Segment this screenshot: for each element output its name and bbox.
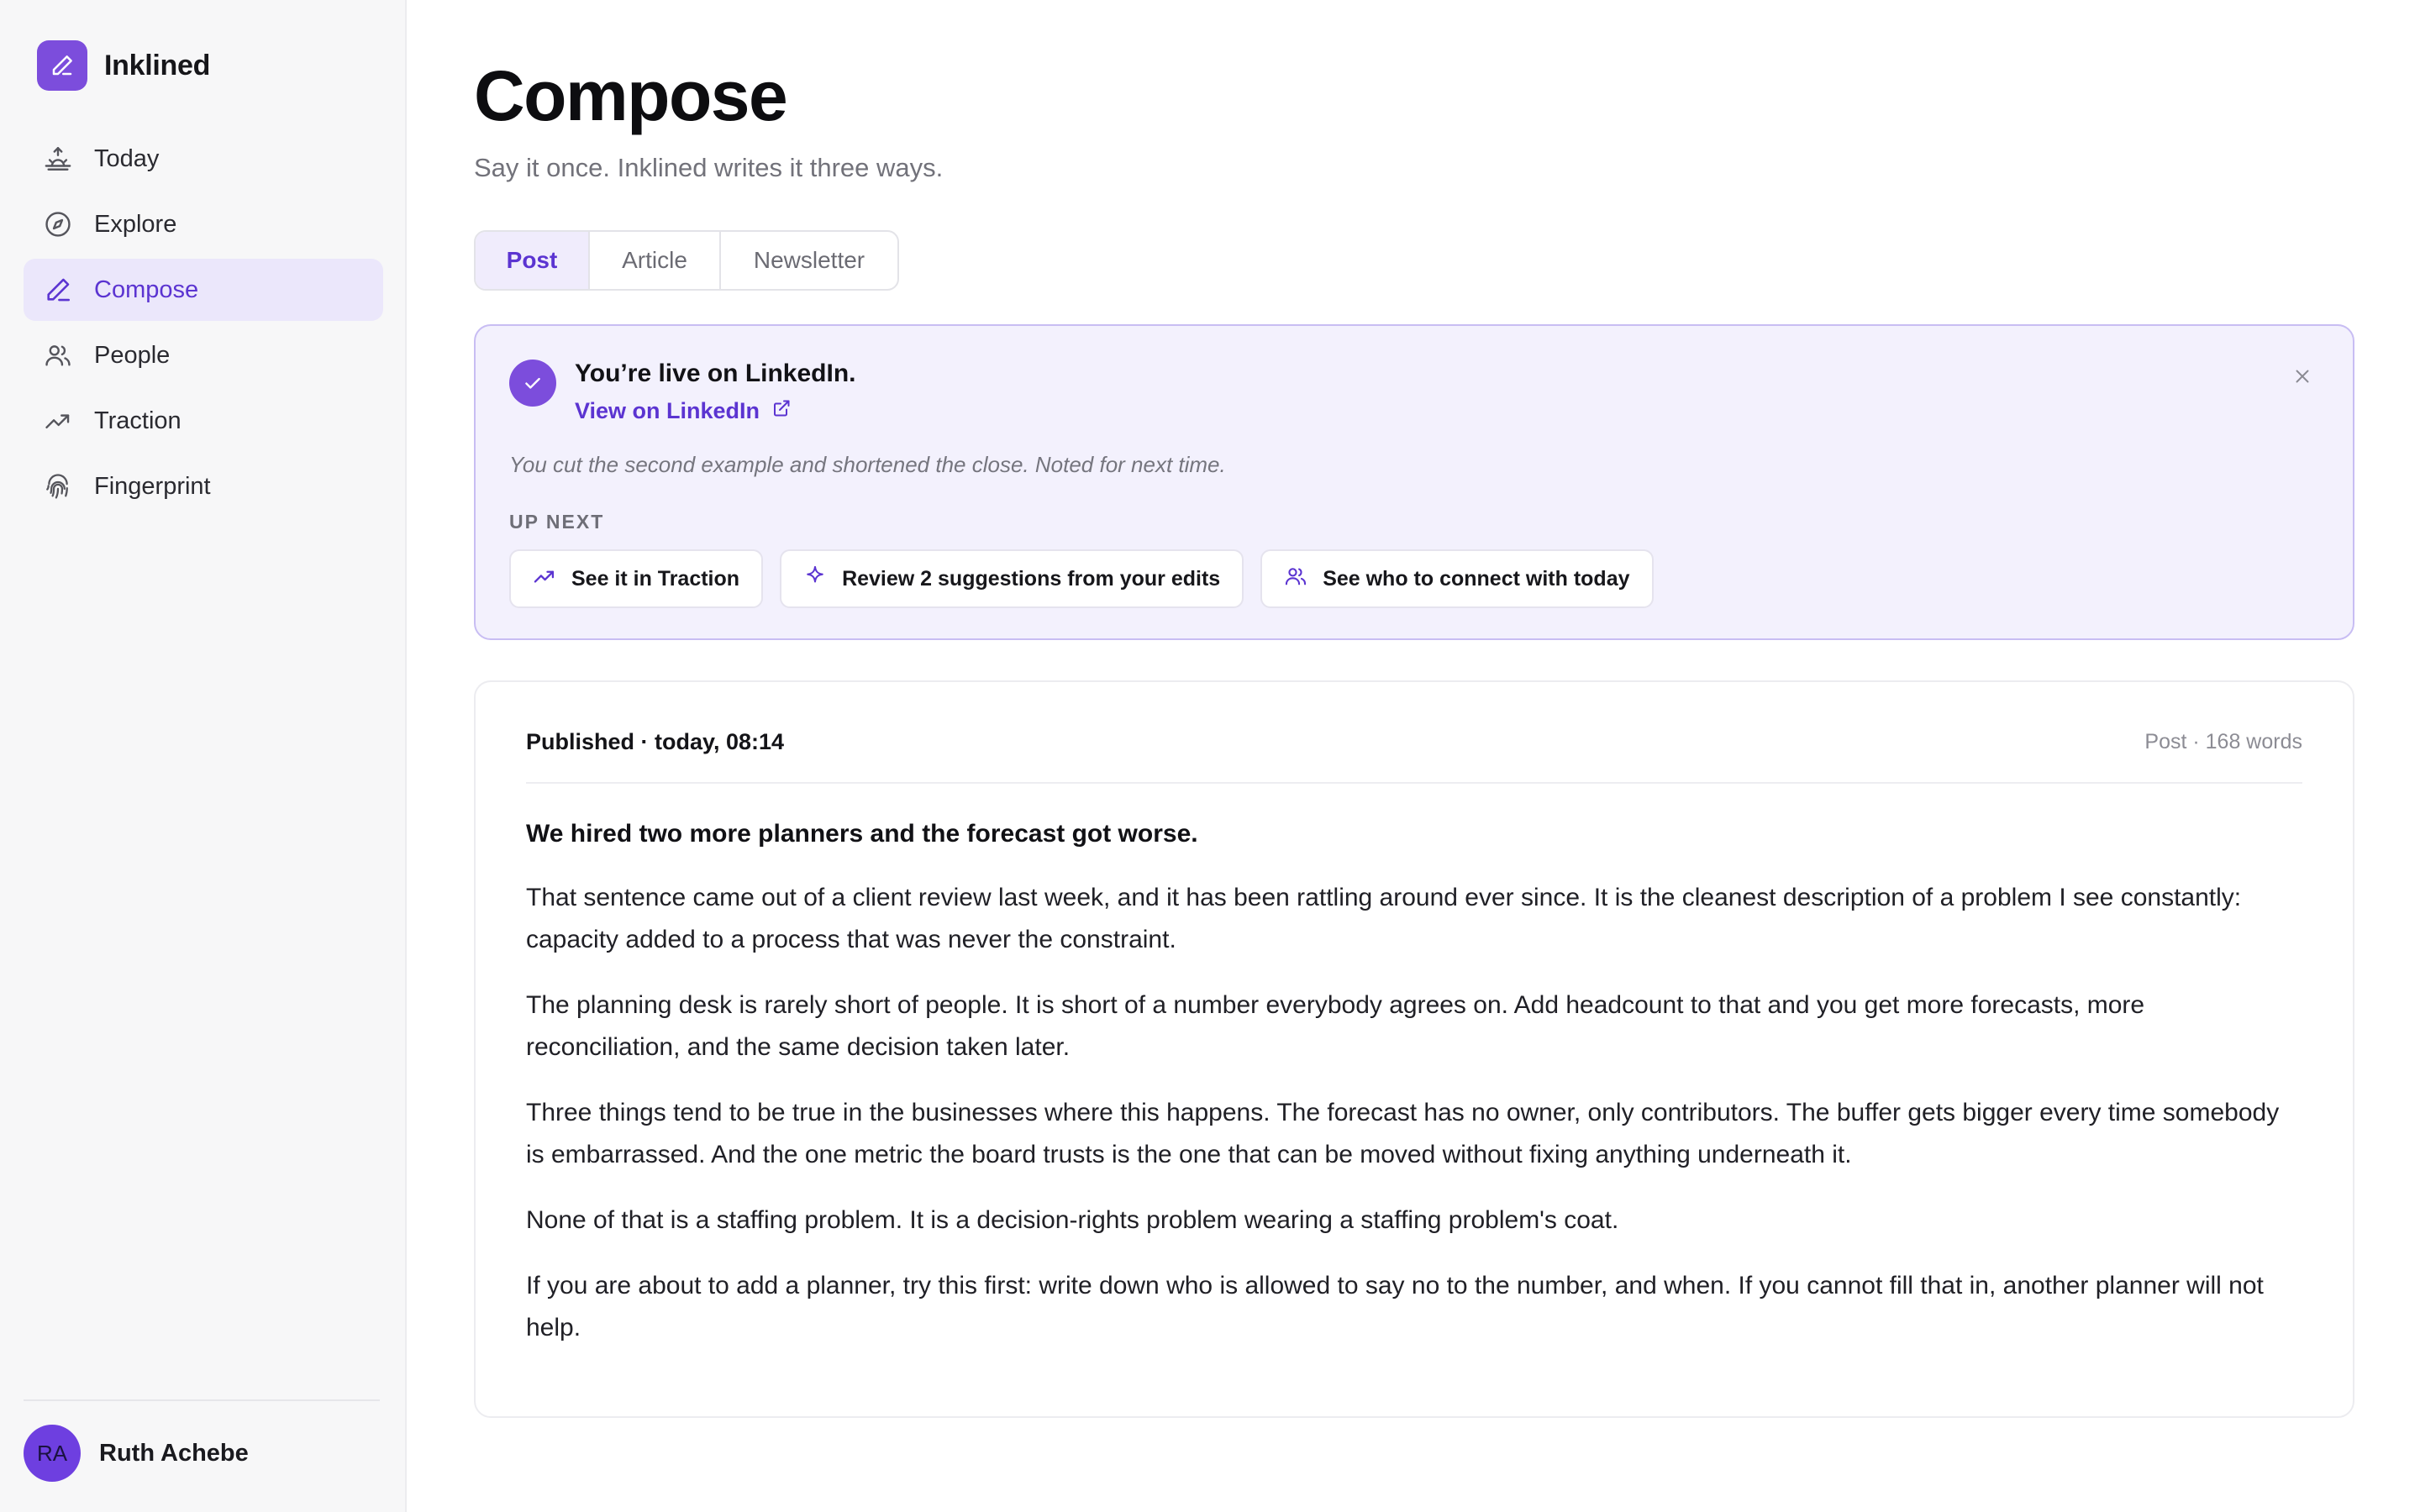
published-banner — [474, 324, 2354, 640]
post-paragraph: The planning desk is rarely short of people. It is short of a number everybody agrees on. Add headcount to that and you get more forecasts, more reconciliation, and the same decision taken later. — [526, 991, 2145, 1061]
sidebar-nav — [24, 128, 383, 521]
review-suggestions-button[interactable] — [780, 549, 1244, 608]
users-icon — [42, 339, 74, 371]
sidebar-item-traction[interactable] — [24, 390, 383, 452]
published-post-card — [474, 680, 2354, 1418]
sidebar-item-compose[interactable] — [24, 259, 383, 321]
button-label: See it in Traction — [571, 566, 740, 591]
sidebar-item-label: Explore — [94, 210, 177, 238]
banner-title: You’re live on LinkedIn. — [575, 360, 856, 387]
post-paragraph: That sentence came out of a client review last week, and it has been rattling around ever since. It is the cleanest description of a problem I see constantly: capacity added to a process that was never the constraint. — [526, 884, 2242, 953]
publish-status: Published · today, 08:14 — [526, 729, 785, 754]
user-name: Ruth Achebe — [99, 1439, 249, 1467]
brand[interactable] — [37, 40, 210, 91]
sidebar-item-fingerprint[interactable] — [24, 455, 383, 517]
post-meta: Post · 168 words — [2144, 730, 2302, 753]
sunrise-icon — [42, 143, 74, 175]
trending-up-icon — [533, 564, 556, 594]
format-tabs — [474, 230, 899, 291]
button-label: Review 2 suggestions from your edits — [842, 566, 1221, 591]
post-paragraph: Three things tend to be true in the businesses where this happens. The forecast has no owner, only contributors. The buffer gets bigger every time somebody is embarrassed. And the one metric the board trusts is the one that can be moved without fixing anything underneath it. — [526, 1099, 2280, 1168]
external-link-icon — [771, 398, 792, 424]
up-next-label: UP NEXT — [509, 511, 605, 533]
see-who-to-connect-button[interactable] — [1260, 549, 1653, 608]
user-profile[interactable] — [24, 1425, 249, 1482]
pencil-logo-icon — [37, 40, 87, 91]
sidebar-item-label: Compose — [94, 276, 199, 303]
up-next-actions — [509, 549, 1654, 608]
close-icon[interactable] — [2286, 360, 2319, 393]
sidebar-item-explore[interactable] — [24, 193, 383, 255]
sidebar-item-label: Traction — [94, 407, 182, 434]
page-title: Compose — [474, 56, 787, 135]
post-paragraph: If you are about to add a planner, try this first: write down who is allowed to say no to the number, and when. If you cannot fill that in, another planner will not help. — [526, 1272, 2264, 1341]
avatar: RA — [24, 1425, 81, 1482]
post-body — [526, 815, 2302, 1373]
sidebar — [0, 0, 407, 1512]
fingerprint-icon — [42, 470, 74, 502]
edit-feedback-note: You cut the second example and shortened the close. Noted for next time. — [509, 452, 1226, 477]
sidebar-item-people[interactable] — [24, 324, 383, 386]
main-content — [407, 0, 2420, 1512]
page-subtitle: Say it once. Inklined writes it three ways. — [474, 153, 944, 182]
post-header — [526, 729, 2302, 784]
divider — [24, 1399, 380, 1401]
link-label: View on LinkedIn — [575, 398, 760, 423]
tab-article[interactable]: Article — [590, 232, 721, 289]
view-on-linkedin-link[interactable] — [575, 398, 792, 424]
sidebar-item-label: People — [94, 341, 171, 369]
sidebar-item-label: Fingerprint — [94, 472, 211, 500]
post-headline: We hired two more planners and the forecast got worse. — [526, 820, 1198, 848]
app-name: Inklined — [104, 49, 211, 81]
sparkle-icon — [803, 564, 827, 594]
tab-post[interactable]: Post — [476, 232, 590, 289]
compass-icon — [42, 208, 74, 240]
button-label: See who to connect with today — [1323, 566, 1630, 591]
check-icon — [509, 360, 556, 407]
see-in-traction-button[interactable] — [509, 549, 763, 608]
sidebar-item-label: Today — [94, 144, 160, 172]
sidebar-item-today[interactable] — [24, 128, 383, 190]
trending-up-icon — [42, 405, 74, 437]
tab-newsletter[interactable]: Newsletter — [753, 247, 865, 273]
users-icon — [1284, 564, 1307, 594]
post-paragraph: None of that is a staffing problem. It is a decision-rights problem wearing a staffing problem's coat. — [526, 1206, 1619, 1234]
pencil-icon — [42, 274, 74, 306]
